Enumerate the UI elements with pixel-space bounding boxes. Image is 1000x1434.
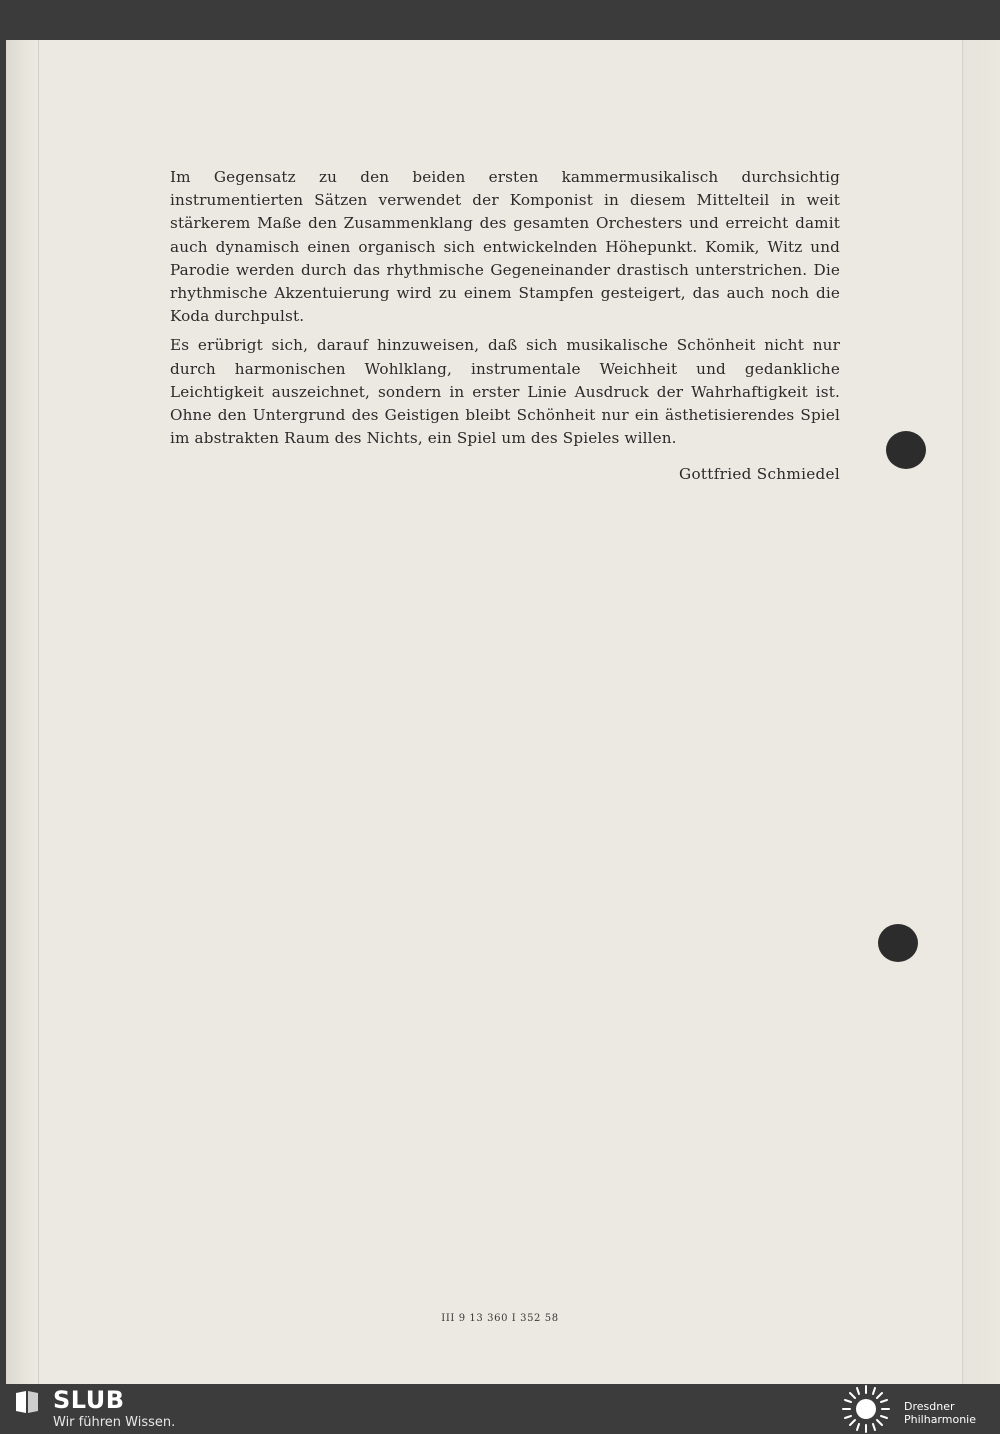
printer-imprint: III 9 13 360 I 352 58 (441, 1313, 559, 1324)
punch-hole (878, 924, 918, 962)
slub-book-icon (14, 1389, 40, 1415)
paragraph-1: Im Gegensatz zu den beiden ersten kammermusikalisch durchsichtig instrumentierten Sätzen verwendet der Komponist in diesem Mittelteil in weit stärkerem Maße den Zusammenklang des gesamten Orchesters und erreicht damit auch dynamisch einen organisch sich entwickelnden Höhepunkt. Komik, Witz und Parodie werden durch das rhythmische Gegeneinander drastisch unterstrichen. Die rhythmische Akzentuierung wird zu einem Stampfen gesteigert, das auch noch die Koda durchpulst. (170, 168, 840, 326)
page-left-edge (6, 40, 39, 1384)
library-tagline: Wir führen Wissen. (53, 1415, 176, 1430)
philharmonie-sunburst-icon (840, 1384, 892, 1434)
punch-hole (886, 431, 926, 469)
author-signature: Gottfried Schmiedel (679, 465, 840, 483)
library-name: SLUB (53, 1386, 125, 1414)
page-right-edge (962, 40, 1000, 1384)
partner-name-line1: Dresdner (904, 1400, 955, 1413)
partner-name (904, 1400, 976, 1426)
body-text (170, 166, 840, 456)
paragraph-2: Es erübrigt sich, darauf hinzuweisen, daß sich musikalische Schönheit nicht nur durch harmonischen Wohlklang, instrumentale Weichheit und gedankliche Leichtigkeit auszeichnet, sondern in erster Linie Ausdruck der Wahrhaftigkeit ist. Ohne den Untergrund des Geistigen bleibt Schönheit nur ein ästhetisierendes Spiel im abstrakten Raum des Nichts, ein Spiel um des Spieles willen. (170, 336, 840, 448)
partner-name-line2: Philharmonie (904, 1413, 976, 1426)
